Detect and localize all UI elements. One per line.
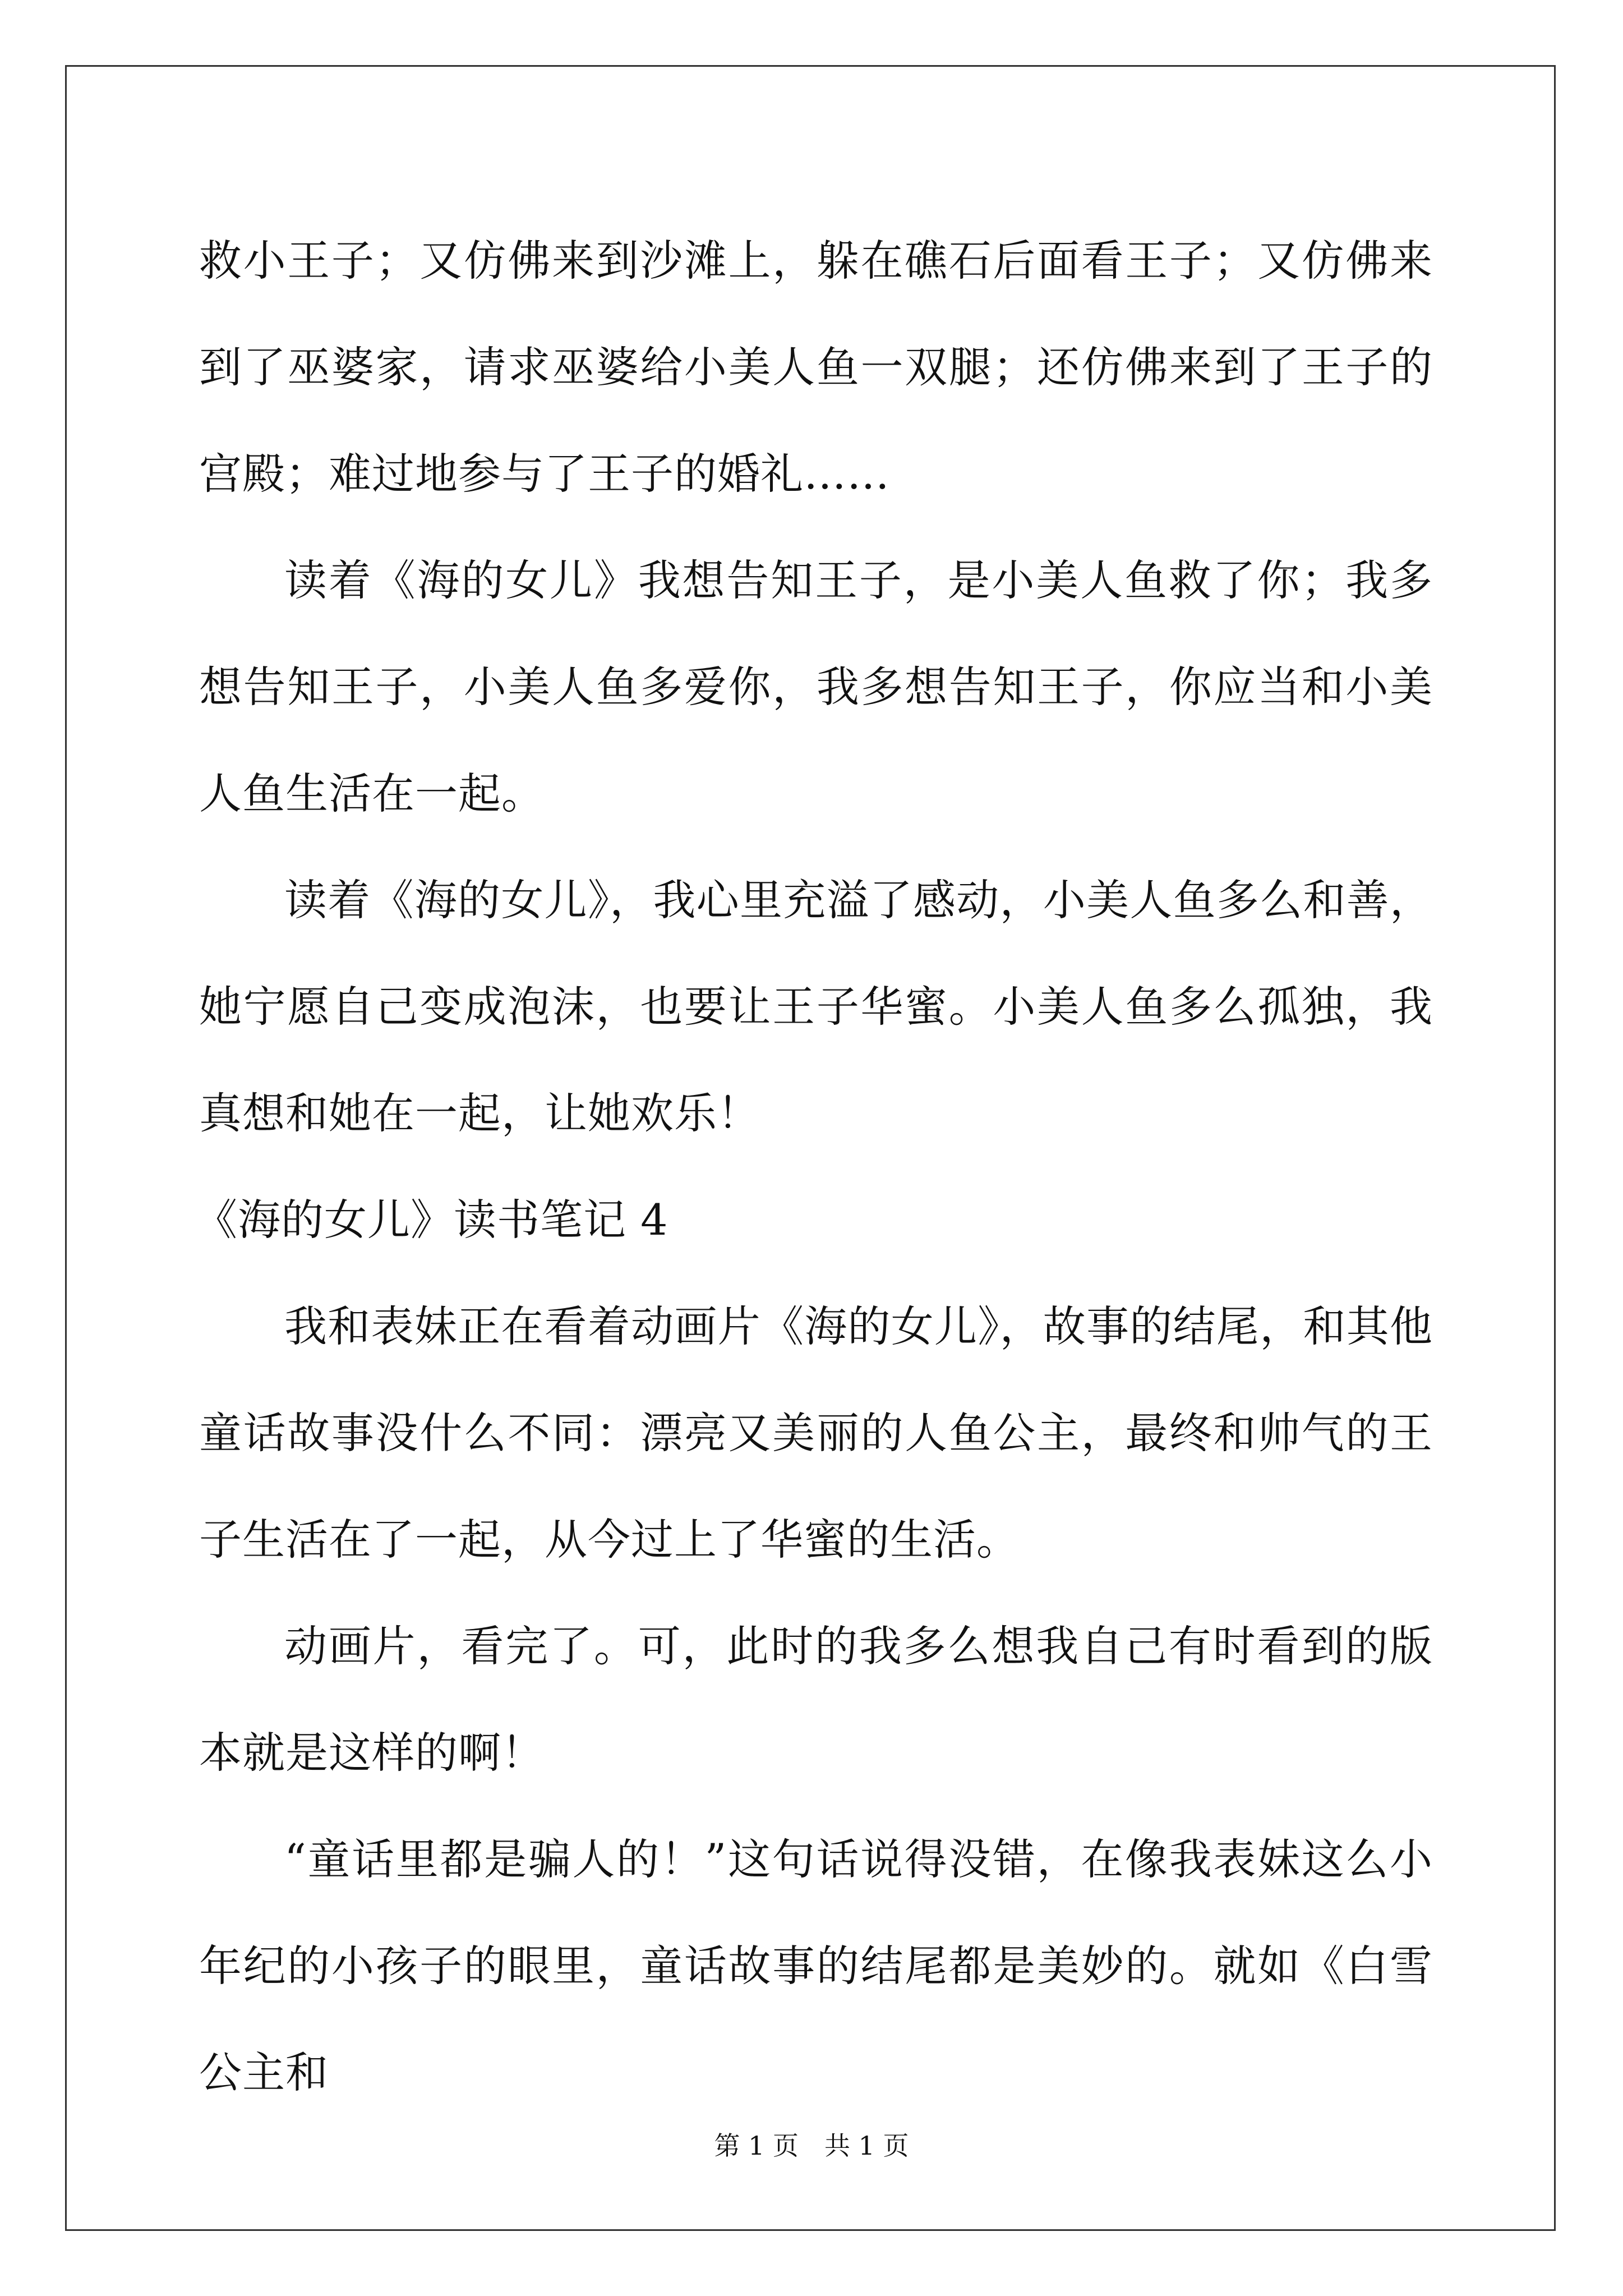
paragraph-5: 动画片，看完了。可，此时的我多么想我自己有时看到的版本就是这样的啊！: [199, 1621, 1433, 1778]
paragraph-6: “童话里都是骗人的！”这句话说得没错，在像我表妹这么小年纪的小孩子的眼里，童话故事的结尾都是美妙的。就如《白雪公主和: [199, 1834, 1433, 2097]
page-number: 第 1 页 共 1 页: [714, 2131, 909, 2161]
document-body: [195, 208, 1433, 2126]
section-heading: 《海的女儿》读书笔记 4: [195, 1195, 668, 1245]
paragraph-1: 救小王子；又仿佛来到沙滩上，躲在礁石后面看王子；又仿佛来到了巫婆家，请求巫婆给小美人鱼一双腿；还仿佛来到了王子的宫殿；难过地参与了王子的婚礼……: [199, 236, 1433, 499]
paragraph-4: 我和表妹正在看着动画片《海的女儿》，故事的结尾，和其他童话故事没什么不同：漂亮又美丽的人鱼公主，最终和帅气的王子生活在了一起，从今过上了华蜜的生活。: [199, 1301, 1433, 1565]
paragraph-2: 读着《海的女儿》我想告知王子，是小美人鱼救了你；我多想告知王子，小美人鱼多爱你，我多想告知王子，你应当和小美人鱼生活在一起。: [199, 555, 1433, 818]
paragraph-3: 读着《海的女儿》，我心里充溢了感动，小美人鱼多么和善，她宁愿自己变成泡沫，也要让王子华蜜。小美人鱼多么孤独，我真想和她在一起，让她欢乐！: [199, 875, 1433, 1138]
